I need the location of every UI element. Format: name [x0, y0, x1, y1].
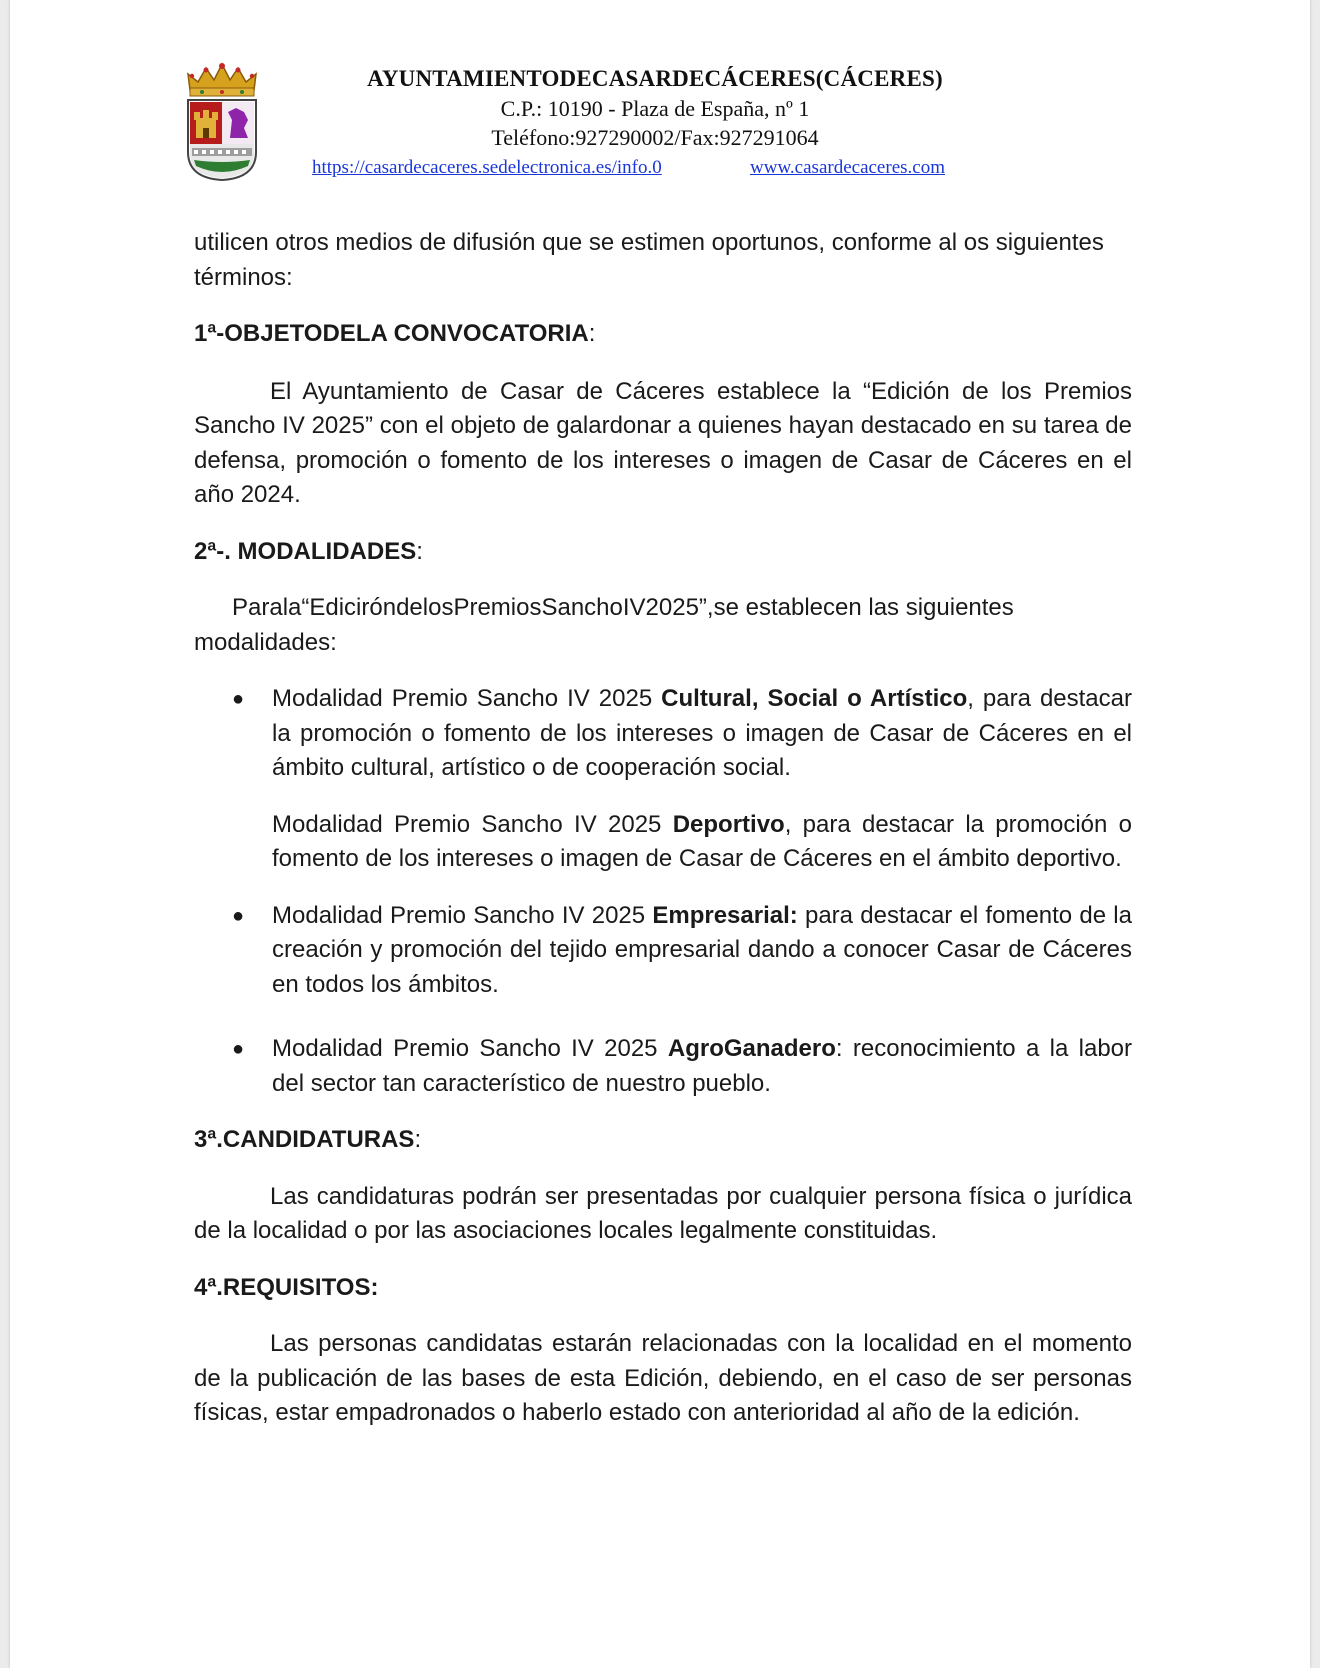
modalidad-cultural-name: Cultural, Social o Artístico	[661, 685, 968, 712]
section-3-paragraph: Las candidaturas podrán ser presentadas por cualquier persona física o jurídica de la localidad o por las asociaciones locales legalmente constituidas.	[194, 1182, 1132, 1244]
section-3-title: 3ª.CANDIDATURAS	[194, 1126, 415, 1153]
section-4-heading: 4ª.REQUISITOS:	[194, 1273, 379, 1301]
letterhead-text	[310, 64, 1000, 152]
modalidad-cultural-prefix: Modalidad Premio Sancho IV 2025	[272, 685, 662, 712]
bullet-icon: ●	[232, 1038, 245, 1060]
modalidad-agroganadero-text: : reconocimiento a la labor del sector tan característico de nuestro pueblo.	[272, 1035, 1132, 1097]
section-1-heading: 1ª-OBJETODELA CONVOCATORIA:	[194, 320, 596, 347]
list-item	[194, 808, 1132, 877]
sede-electronica-link[interactable]: https://casardecaceres.sedelectronica.es/info.0	[312, 157, 662, 178]
municipality-title: AYUNTAMIENTODECASARDECÁCERES(CÁCERES)	[367, 66, 943, 91]
phone-fax: Teléfono:927290002/Fax:927291064	[491, 125, 819, 150]
section-1-paragraph: El Ayuntamiento de Casar de Cáceres establece la “Edición de los Premios Sancho IV 2025” con el objeto de galardonar a quienes hayan destacado en su tarea de defensa, promoción o fomento de los intereses o imagen de Casar de Cáceres en el año 2024.	[194, 377, 1132, 508]
modalidad-agroganadero-name: AgroGanadero	[667, 1035, 836, 1062]
modalidad-deportivo-prefix: Modalidad Premio Sancho IV 2025	[272, 810, 673, 838]
modalidad-deportivo-text: , para destacar la promoción o fomento de los intereses o imagen de Casar de Cáceres en el ámbito deportivo.	[272, 810, 1132, 872]
modalidad-cultural-text: , para destacar la promoción o fomento de los intereses o imagen de Casar de Cáceres en el ámbito cultural, artístico o de cooperación social.	[272, 685, 1132, 781]
list-item	[194, 1032, 1132, 1101]
website-link[interactable]: www.casardecaceres.com	[750, 157, 945, 178]
bullet-icon: ●	[232, 904, 245, 927]
section-2-heading: 2ª-. MODALIDADES:	[194, 537, 423, 565]
list-item	[194, 682, 1132, 786]
section-1-title: 1ª-OBJETODELA CONVOCATORIA	[194, 320, 589, 347]
letterhead	[10, 56, 1310, 186]
modalidad-empresarial-text: para destacar el fomento de la creación y promoción del tejido empresarial dando a conocer Casar de Cáceres en todos los ámbitos.	[272, 901, 1132, 998]
modalidades-list	[194, 682, 1132, 1101]
modalidad-deportivo-name: Deportivo	[672, 810, 785, 838]
modalidad-empresarial-name: Empresarial:	[652, 901, 798, 929]
modalidad-empresarial-prefix: Modalidad Premio Sancho IV 2025	[272, 901, 653, 929]
document-body	[194, 226, 1132, 1431]
section-2-title: 2ª-. MODALIDADES	[194, 537, 417, 565]
coat-of-arms-icon	[182, 60, 262, 186]
document-page	[10, 0, 1310, 1668]
bullet-icon: ●	[232, 688, 245, 710]
section-4-paragraph: Las personas candidatas estarán relacionadas con la localidad en el momento de la publicación de las bases de esta Edición, debiendo, en el caso de ser personas físicas, estar empadronados o haberlo estado con anterioridad al año de la edición.	[194, 1330, 1132, 1426]
section-3-heading: 3ª.CANDIDATURAS:	[194, 1126, 422, 1153]
intro-paragraph: utilicen otros medios de difusión que se estimen oportunos, conforme al os siguientes términos:	[194, 229, 1104, 291]
list-item	[194, 899, 1132, 1003]
postal-address: C.P.: 10190 - Plaza de España, nº 1	[500, 96, 810, 121]
section-2-paragraph: Parala“EdiciróndelosPremiosSanchoIV2025”,se establecen las siguientes modalidades:	[194, 594, 1014, 656]
modalidad-agroganadero-prefix: Modalidad Premio Sancho IV 2025	[272, 1035, 668, 1062]
